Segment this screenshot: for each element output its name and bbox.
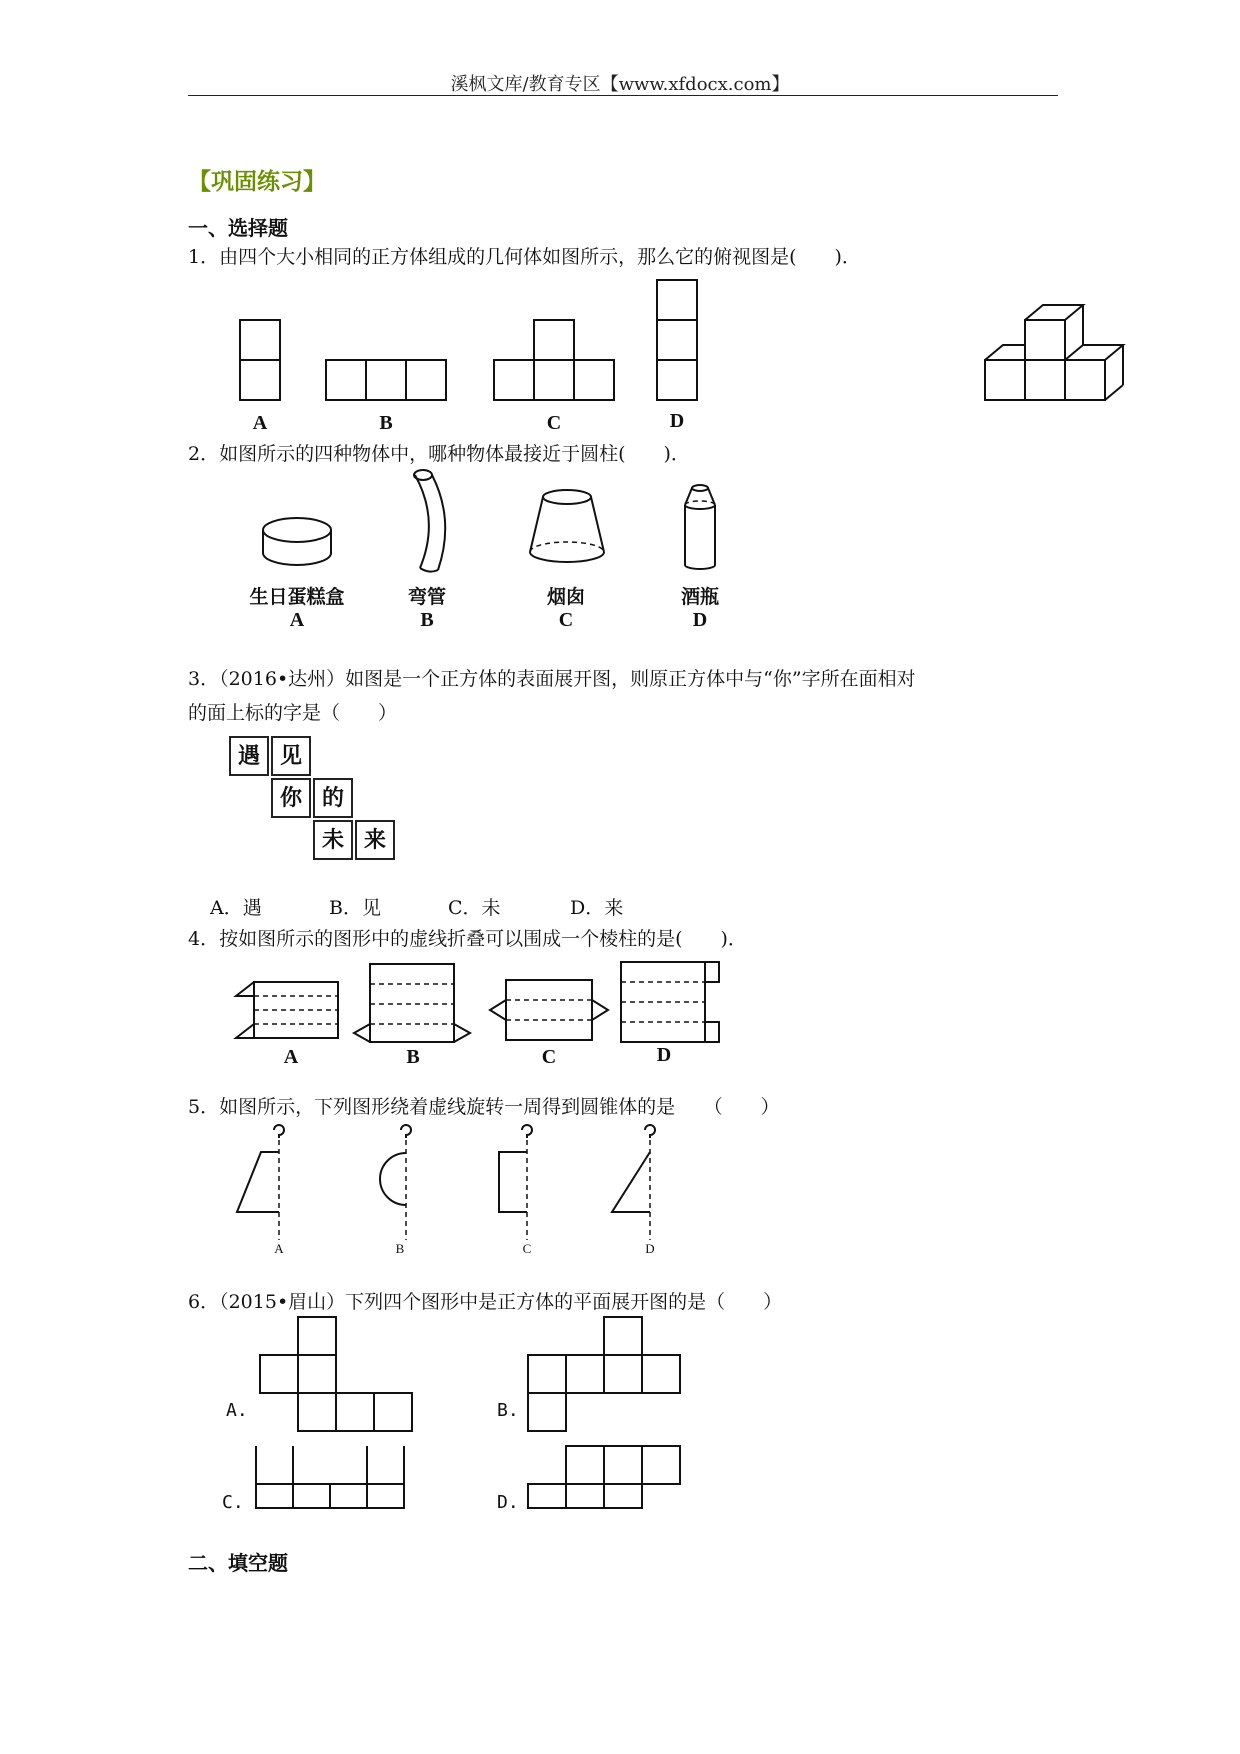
q2-label-d: D — [692, 609, 708, 631]
q6-label-d: D. — [497, 1492, 519, 1513]
q4-label-d: D — [656, 1044, 672, 1066]
part2-title: 二、填空题 — [188, 1551, 288, 1575]
net-cell: 来 — [355, 820, 395, 860]
q6-figure-c — [256, 1446, 404, 1508]
part1-title: 一、选择题 — [188, 216, 288, 240]
q1-label-d: D — [669, 410, 685, 432]
net-cell: 遇 — [229, 736, 269, 776]
q3-option-d: D．来 — [570, 897, 624, 919]
q2-label-c: C — [558, 609, 574, 631]
q5-label-d: D — [645, 1241, 655, 1256]
question-5-text: 5．如图所示，下列图形绕着虚线旋转一周得到圆锥体的是 （ ） — [188, 1096, 780, 1118]
q6-label-b: B. — [497, 1400, 519, 1421]
q2-name-c: 烟囱 — [546, 586, 585, 608]
q6-label-a: A. — [226, 1400, 248, 1421]
q1-label-b: B — [379, 412, 393, 434]
q4-label-b: B — [406, 1046, 420, 1068]
question-6-text: 6．（2015•眉山）下列四个图形中是正方体的平面展开图的是（ ） — [188, 1291, 783, 1313]
q4-label-c: C — [541, 1046, 557, 1068]
q6-label-c: C. — [222, 1492, 244, 1513]
net-cell: 未 — [313, 820, 353, 860]
question-2-text: 2．如图所示的四种物体中，哪种物体最接近于圆柱( )． — [188, 443, 690, 465]
q2-name-b: 弯管 — [407, 586, 446, 608]
q2-label-b: B — [420, 609, 434, 631]
q5-label-c: C — [522, 1241, 532, 1256]
q3-option-b: B．见 — [329, 897, 381, 919]
q6-figure-b — [528, 1317, 680, 1431]
q4-label-a: A — [283, 1046, 299, 1068]
q2-name-d: 酒瓶 — [680, 586, 719, 608]
question-1-text: 1．由四个大小相同的正方体组成的几何体如图所示，那么它的俯视图是( )． — [188, 246, 861, 268]
net-cell: 你 — [271, 778, 311, 818]
q3-option-c: C．未 — [448, 897, 501, 919]
q5-label-b: B — [395, 1241, 405, 1256]
page-header: 溪枫文库/教育专区【www.xfdocx.com】 — [450, 74, 790, 95]
net-cell: 的 — [313, 778, 353, 818]
q1-label-c: C — [546, 412, 562, 434]
section-title: 【巩固练习】 — [188, 168, 326, 195]
question-3-text-line1: 3．（2016•达州）如图是一个正方体的表面展开图，则原正方体中与“你”字所在面相对 — [188, 668, 916, 690]
q1-label-a: A — [252, 412, 268, 434]
q2-label-a: A — [289, 609, 305, 631]
q3-option-a: A．遇 — [210, 897, 262, 919]
question-4-text: 4．按如图所示的图形中的虚线折叠可以围成一个棱柱的是( )． — [188, 928, 747, 950]
q5-label-a: A — [274, 1241, 284, 1256]
q2-name-a: 生日蛋糕盒 — [249, 586, 345, 608]
question-3-text-line2: 的面上标的字是（ ） — [188, 702, 398, 724]
q6-figure-d — [528, 1446, 680, 1508]
q6-figure-a — [260, 1317, 412, 1431]
net-cell: 见 — [271, 736, 311, 776]
